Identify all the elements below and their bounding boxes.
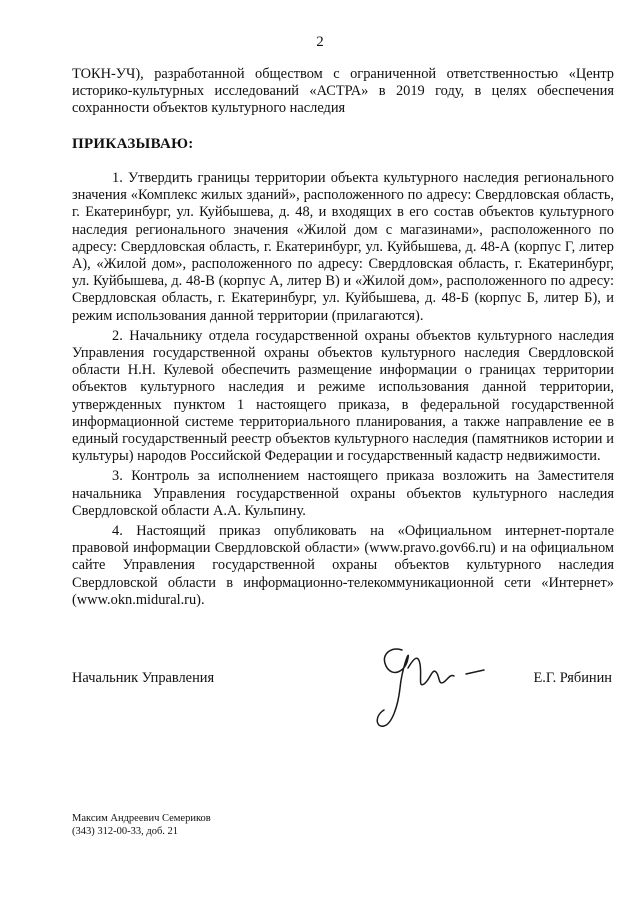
intro-paragraph: ТОКН-УЧ), разработанной обществом с ограниченной ответственностью «Центр историко-культурных исследований «АСТРА» в 2019 году, в целях обеспечения сохранности объектов культурного наследия [72,66,614,117]
order-item-3: 3. Контроль за исполнением настоящего приказа возложить на Заместителя начальника Управления государственной охраны объектов культурного наследия Свердловской области А.А. Кульпину. [72,468,614,519]
page-number: 2 [316,34,324,50]
order-item-1: 1. Утвердить границы территории объекта культурного наследия регионального значения «Комплекс жилых зданий», расположенного по адресу: Свердловская область, г. Екатеринбург, ул. Куйбышева, д. 48, и входящих в его состав объектов культурного наследия регионального значения «Жилой дом с магазинами», расположенного по адресу: Свердловская область, г. Екатеринбург, ул. Куйбышева, д. 48-А (корпус Г, литер А), «Жилой дом», расположенного по адресу: Свердловская область, г. Екатеринбург, ул. Куйбышева, д. 48-В (корпус А, литер В) и «Жилой дом», расположенного по адресу: Свердловская область, г. Екатеринбург, ул. Куйбышева, д. 48-Б (корпус Б, литер Б), и режим использования данной территории (прилагаются). [72,170,614,324]
order-items [72,170,614,612]
executor-phone: (343) 312-00-33, доб. 21 [72,826,179,837]
signatory-name: Е.Г. Рябинин [533,670,612,686]
executor-info [72,812,211,838]
signatory-title: Начальник Управления [72,670,215,686]
order-heading: ПРИКАЗЫВАЮ: [72,136,194,152]
order-item-2: 2. Начальнику отдела государственной охраны объектов культурного наследия Управления государственной охраны объектов культурного наследия Свердловской области Н.Н. Кулевой обеспечить размещение информации о границах территории объектов культурного наследия и режиме использования данной территории, утвержденных пунктом 1 настоящего приказа, в федеральной государственной информационной системе территориального планирования, а также направление ее в единый государственный реестр объектов культурного наследия (памятников истории и культуры) народов Российской Федерации и государственный кадастр недвижимости. [72,327,614,465]
order-item-4: 4. Настоящий приказ опубликовать на «Официальном интернет-портале правовой информации Свердловской области» (www.pravo.gov66.ru) и на официальном сайте Управления государственной охраны объектов культурного наследия Свердловской области в информационно-телекоммуникационной сети «Интернет» (www.okn.midural.ru). [72,523,614,608]
handwritten-signature [362,628,502,733]
executor-name: Максим Андреевич Семериков [72,813,211,824]
